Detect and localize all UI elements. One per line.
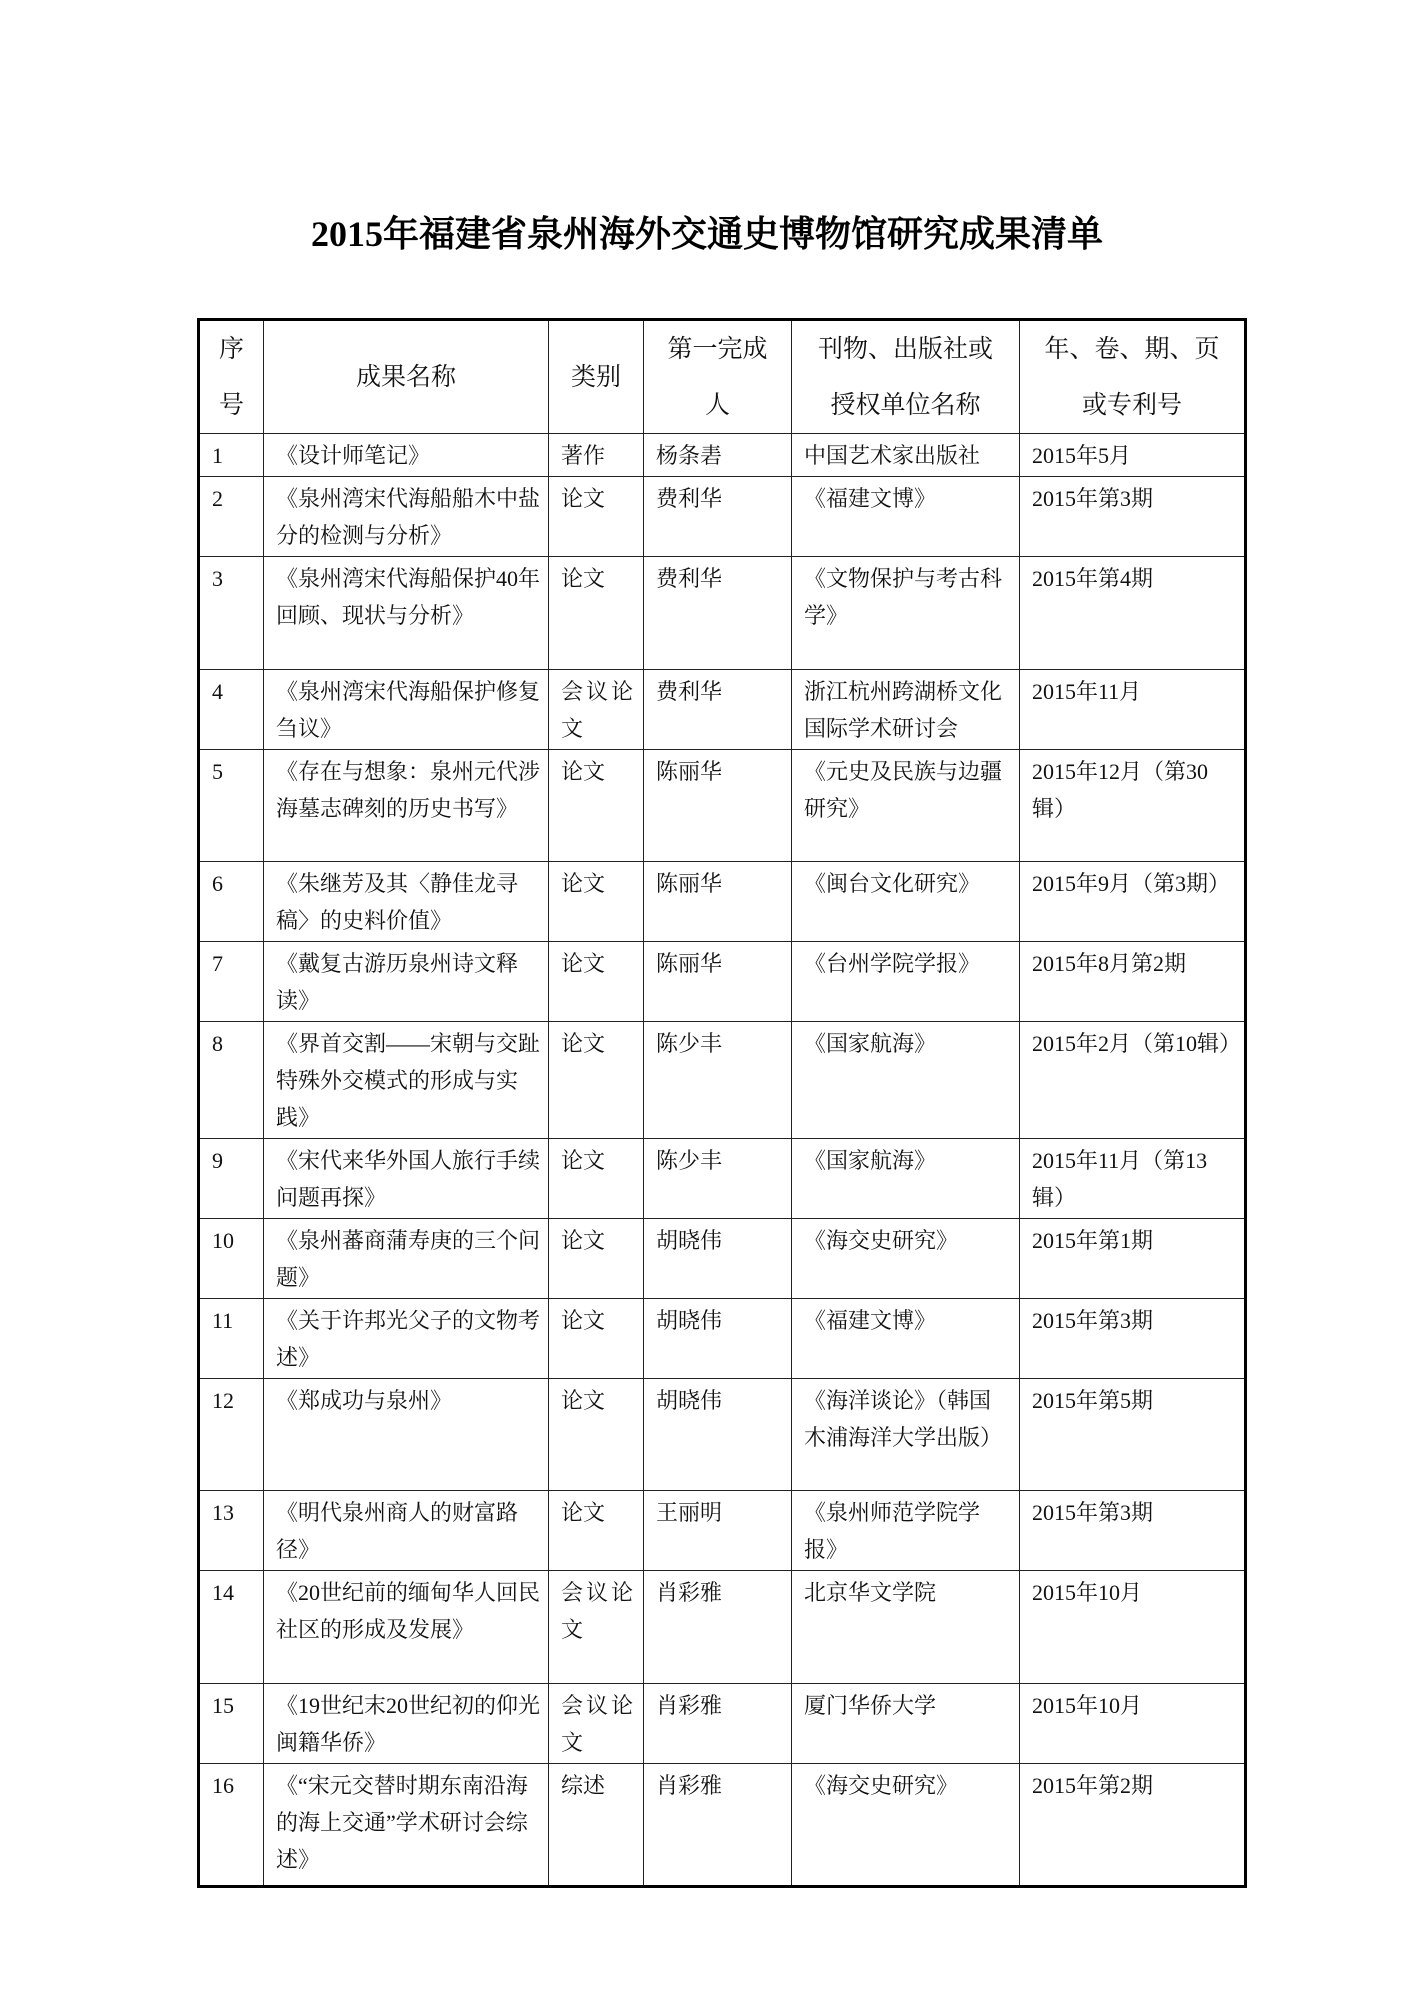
cell-index: 12 [199, 1379, 264, 1491]
cell-publisher: 《海交史研究》 [792, 1764, 1020, 1887]
cell-issue: 2015年第5期 [1020, 1379, 1246, 1491]
cell-issue: 2015年11月（第13辑） [1020, 1139, 1246, 1219]
cell-category: 会议论文 [549, 1571, 644, 1684]
cell-first-author: 陈丽华 [644, 942, 792, 1022]
cell-index: 11 [199, 1299, 264, 1379]
cell-index: 15 [199, 1684, 264, 1764]
cell-issue: 2015年第3期 [1020, 1491, 1246, 1571]
cell-publisher: 浙江杭州跨湖桥文化国际学术研讨会 [792, 670, 1020, 750]
table-header-row [199, 320, 1246, 434]
cell-category: 论文 [549, 1379, 644, 1491]
table-row [199, 1571, 1246, 1684]
table-row [199, 477, 1246, 557]
table-row [199, 942, 1246, 1022]
cell-first-author: 费利华 [644, 477, 792, 557]
cell-category: 论文 [549, 1491, 644, 1571]
table-row [199, 862, 1246, 942]
cell-first-author: 费利华 [644, 557, 792, 670]
cell-category: 论文 [549, 477, 644, 557]
cell-issue: 2015年11月 [1020, 670, 1246, 750]
cell-first-author: 肖彩雅 [644, 1571, 792, 1684]
cell-publisher: 《泉州师范学院学报》 [792, 1491, 1020, 1571]
cell-name: 《泉州湾宋代海船保护修复刍议》 [264, 670, 549, 750]
cell-publisher: 《福建文博》 [792, 477, 1020, 557]
cell-issue: 2015年12月（第30辑） [1020, 750, 1246, 862]
table-row [199, 1684, 1246, 1764]
cell-index: 10 [199, 1219, 264, 1299]
table-row [199, 750, 1246, 862]
cell-first-author: 陈少丰 [644, 1139, 792, 1219]
cell-name: 《关于许邦光父子的文物考述》 [264, 1299, 549, 1379]
cell-publisher: 《元史及民族与边疆研究》 [792, 750, 1020, 862]
cell-category: 论文 [549, 942, 644, 1022]
header-index: 序 号 [199, 320, 264, 434]
cell-first-author: 陈少丰 [644, 1022, 792, 1139]
cell-name: 《20世纪前的缅甸华人回民社区的形成及发展》 [264, 1571, 549, 1684]
cell-first-author: 胡晓伟 [644, 1379, 792, 1491]
cell-first-author: 陈丽华 [644, 862, 792, 942]
table-row [199, 557, 1246, 670]
cell-category: 论文 [549, 1139, 644, 1219]
cell-index: 2 [199, 477, 264, 557]
table-row [199, 1022, 1246, 1139]
cell-index: 6 [199, 862, 264, 942]
table-row [199, 1379, 1246, 1491]
header-name: 成果名称 [264, 320, 549, 434]
cell-issue: 2015年10月 [1020, 1684, 1246, 1764]
header-issue: 年、卷、期、页 或专利号 [1020, 320, 1246, 434]
cell-publisher: 《国家航海》 [792, 1022, 1020, 1139]
cell-first-author: 杨条砉 [644, 434, 792, 477]
table-row [199, 1491, 1246, 1571]
table-row [199, 1139, 1246, 1219]
cell-name: 《戴复古游历泉州诗文释读》 [264, 942, 549, 1022]
cell-issue: 2015年第4期 [1020, 557, 1246, 670]
cell-index: 5 [199, 750, 264, 862]
cell-category: 会议论文 [549, 670, 644, 750]
header-publisher: 刊物、出版社或 授权单位名称 [792, 320, 1020, 434]
cell-category: 论文 [549, 750, 644, 862]
cell-name: 《存在与想象：泉州元代涉海墓志碑刻的历史书写》 [264, 750, 549, 862]
cell-category: 论文 [549, 557, 644, 670]
cell-name: 《郑成功与泉州》 [264, 1379, 549, 1491]
cell-index: 14 [199, 1571, 264, 1684]
header-first-author: 第一完成 人 [644, 320, 792, 434]
cell-name: 《朱继芳及其〈静佳龙寻稿〉的史料价值》 [264, 862, 549, 942]
cell-category: 著作 [549, 434, 644, 477]
page-bottom-margin [0, 1840, 1414, 2000]
table-row [199, 434, 1246, 477]
cell-category: 综述 [549, 1764, 644, 1887]
cell-issue: 2015年8月第2期 [1020, 942, 1246, 1022]
cell-publisher: 《文物保护与考古科学》 [792, 557, 1020, 670]
cell-publisher: 《闽台文化研究》 [792, 862, 1020, 942]
cell-publisher: 北京华文学院 [792, 1571, 1020, 1684]
cell-first-author: 陈丽华 [644, 750, 792, 862]
cell-issue: 2015年2月（第10辑） [1020, 1022, 1246, 1139]
cell-name: 《泉州蕃商蒲寿庚的三个问题》 [264, 1219, 549, 1299]
cell-index: 8 [199, 1022, 264, 1139]
table-row [199, 1219, 1246, 1299]
cell-publisher: 中国艺术家出版社 [792, 434, 1020, 477]
cell-publisher: 《台州学院学报》 [792, 942, 1020, 1022]
cell-index: 1 [199, 434, 264, 477]
cell-name: 《宋代来华外国人旅行手续问题再探》 [264, 1139, 549, 1219]
cell-name: 《19世纪末20世纪初的仰光闽籍华侨》 [264, 1684, 549, 1764]
cell-publisher: 厦门华侨大学 [792, 1684, 1020, 1764]
cell-issue: 2015年5月 [1020, 434, 1246, 477]
cell-name: 《泉州湾宋代海船船木中盐分的检测与分析》 [264, 477, 549, 557]
cell-first-author: 胡晓伟 [644, 1299, 792, 1379]
cell-category: 论文 [549, 1299, 644, 1379]
table-row [199, 1299, 1246, 1379]
cell-issue: 2015年第2期 [1020, 1764, 1246, 1887]
cell-publisher: 《福建文博》 [792, 1299, 1020, 1379]
cell-publisher: 《海洋谈论》（韩国木浦海洋大学出版） [792, 1379, 1020, 1491]
cell-index: 7 [199, 942, 264, 1022]
cell-publisher: 《海交史研究》 [792, 1219, 1020, 1299]
cell-category: 论文 [549, 1022, 644, 1139]
cell-name: 《泉州湾宋代海船保护40年回顾、现状与分析》 [264, 557, 549, 670]
cell-name: 《设计师笔记》 [264, 434, 549, 477]
cell-publisher: 《国家航海》 [792, 1139, 1020, 1219]
cell-name: 《“宋元交替时期东南沿海的海上交通”学术研讨会综述》 [264, 1764, 549, 1887]
header-category: 类别 [549, 320, 644, 434]
table-body [199, 434, 1246, 1887]
cell-category: 论文 [549, 1219, 644, 1299]
cell-category: 论文 [549, 862, 644, 942]
cell-first-author: 费利华 [644, 670, 792, 750]
cell-index: 16 [199, 1764, 264, 1887]
cell-name: 《明代泉州商人的财富路径》 [264, 1491, 549, 1571]
table-row [199, 670, 1246, 750]
cell-issue: 2015年9月（第3期） [1020, 862, 1246, 942]
cell-index: 4 [199, 670, 264, 750]
results-table [197, 318, 1247, 1888]
cell-issue: 2015年第3期 [1020, 477, 1246, 557]
cell-index: 9 [199, 1139, 264, 1219]
cell-index: 13 [199, 1491, 264, 1571]
cell-index: 3 [199, 557, 264, 670]
cell-first-author: 胡晓伟 [644, 1219, 792, 1299]
cell-first-author: 肖彩雅 [644, 1764, 792, 1887]
cell-name: 《界首交割——宋朝与交趾特殊外交模式的形成与实践》 [264, 1022, 549, 1139]
cell-category: 会议论文 [549, 1684, 644, 1764]
cell-issue: 2015年10月 [1020, 1571, 1246, 1684]
cell-first-author: 王丽明 [644, 1491, 792, 1571]
cell-issue: 2015年第1期 [1020, 1219, 1246, 1299]
cell-issue: 2015年第3期 [1020, 1299, 1246, 1379]
cell-first-author: 肖彩雅 [644, 1684, 792, 1764]
page-title: 2015年福建省泉州海外交通史博物馆研究成果清单 [310, 214, 1103, 255]
